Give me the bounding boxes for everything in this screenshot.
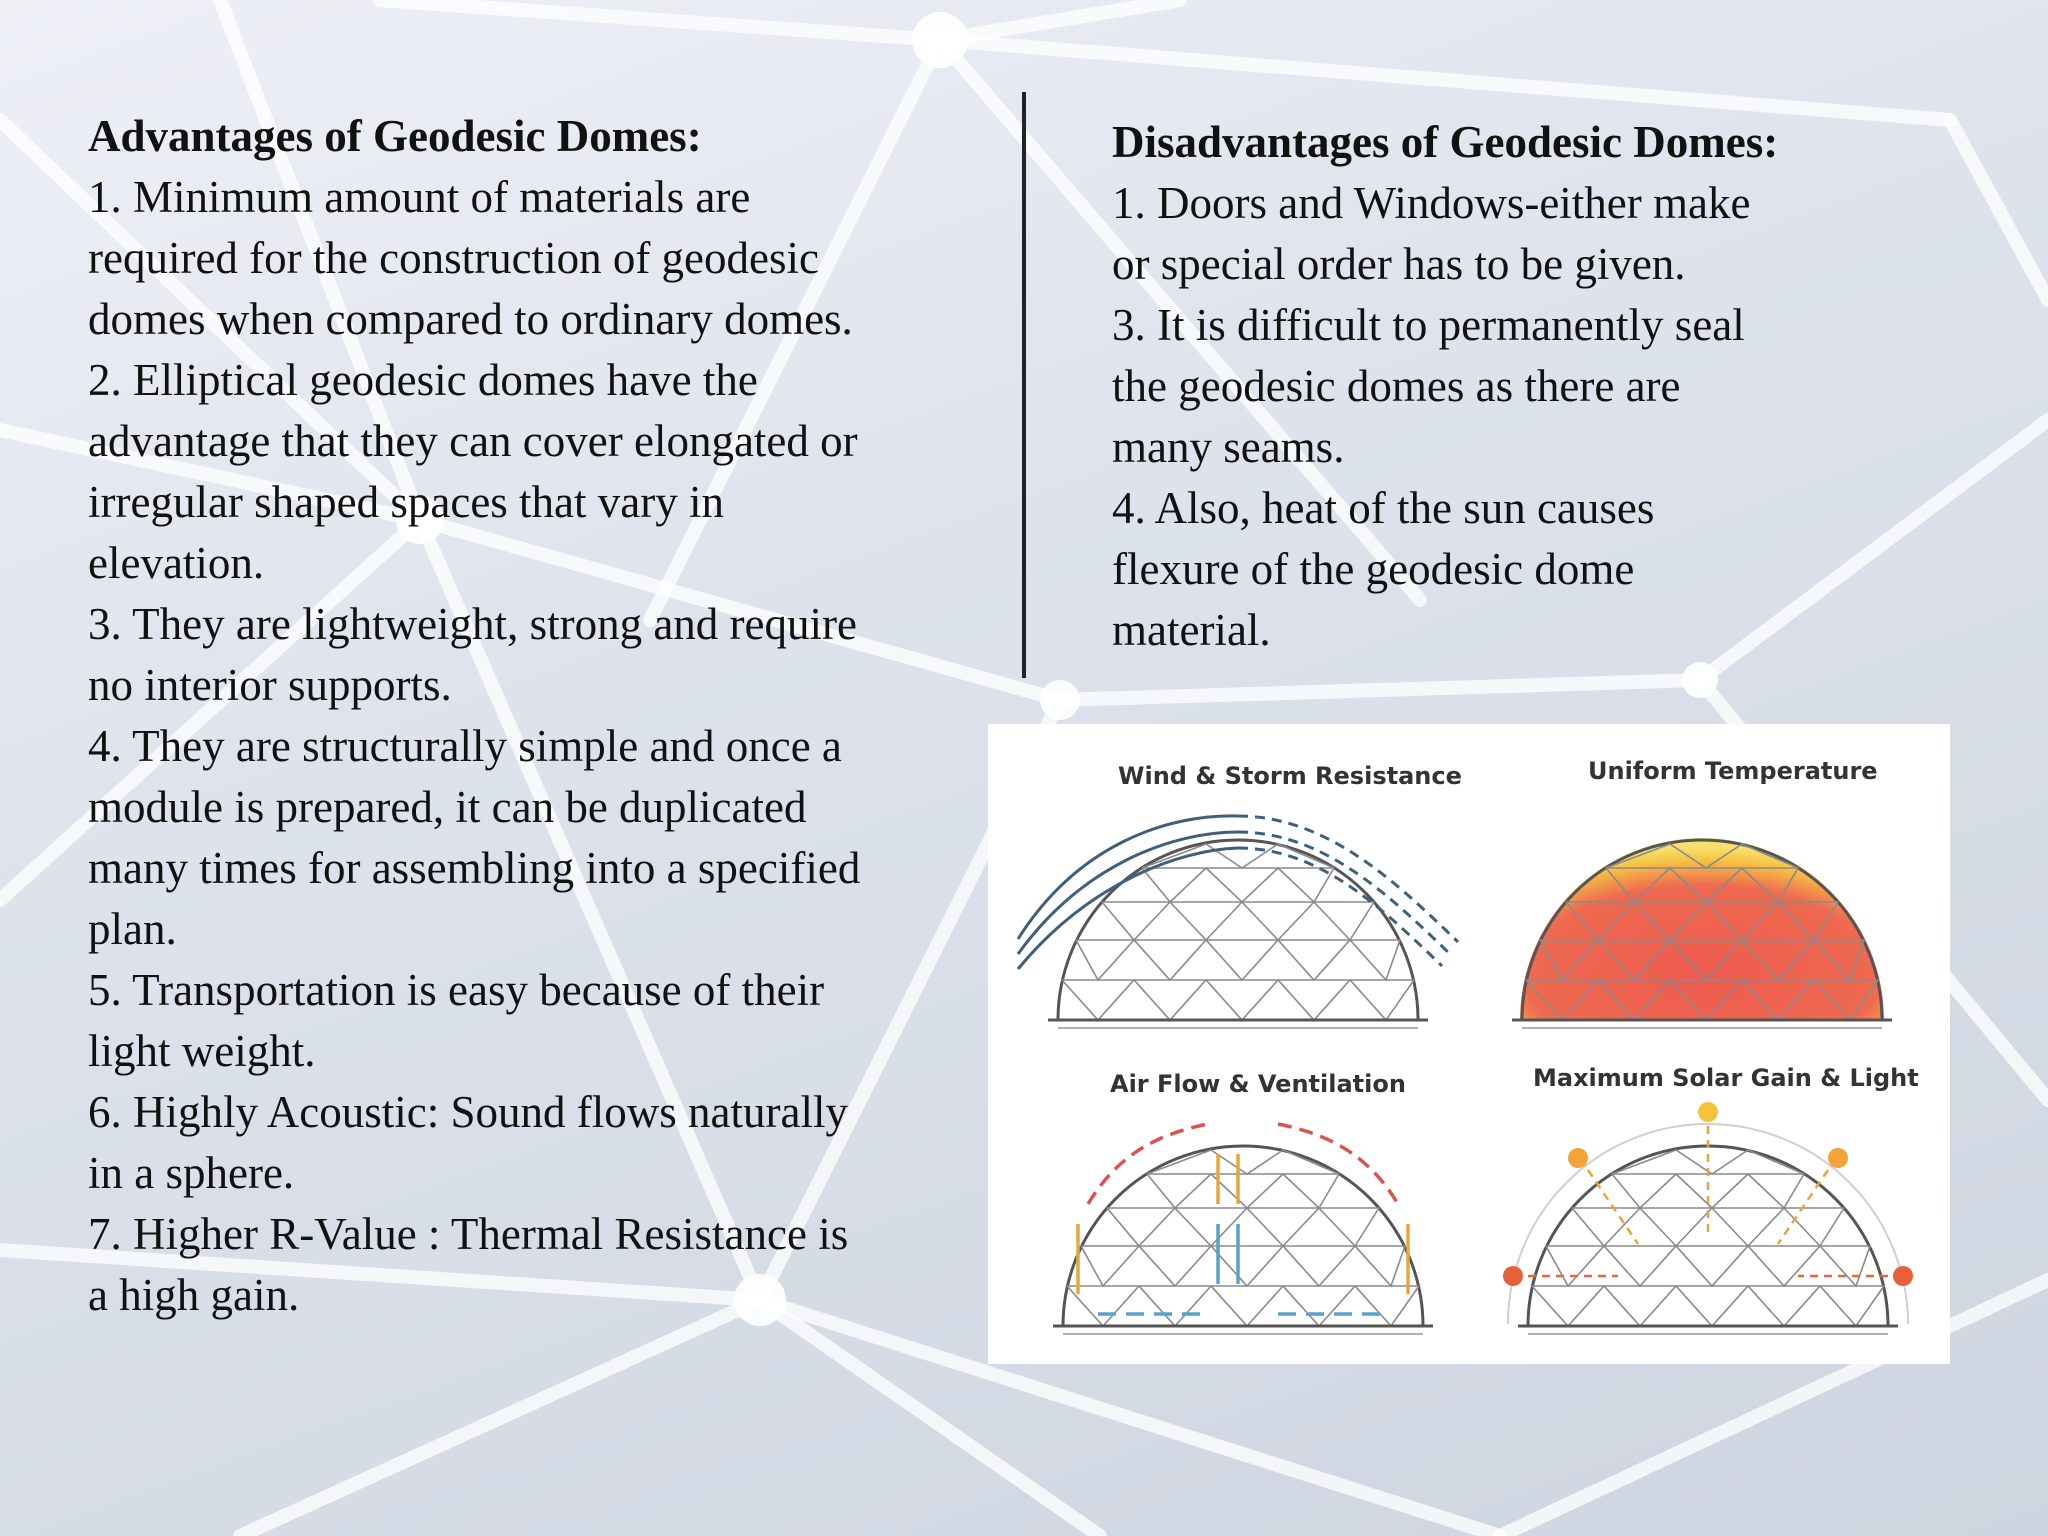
- advantages-line: module is prepared, it can be duplicated: [88, 782, 807, 832]
- advantages-line: in a sphere.: [88, 1148, 295, 1198]
- advantages-line: required for the construction of geodesic: [88, 233, 819, 283]
- sun-rays: [1528, 1126, 1888, 1276]
- disadvantages-line: many seams.: [1112, 422, 1345, 472]
- advantages-line: 2. Elliptical geodesic domes have the: [88, 355, 758, 405]
- advantages-line: 5. Transportation is easy because of their: [88, 965, 825, 1015]
- disadvantages-section: [1112, 112, 1992, 661]
- disadvantages-line: 1. Doors and Windows-either make: [1112, 178, 1751, 228]
- advantages-line: advantage that they can cover elongated or: [88, 416, 858, 466]
- panel-wind-label: Wind & Storm Resistance: [1118, 762, 1462, 790]
- advantages-line: 7. Higher R-Value : Thermal Resistance is: [88, 1209, 849, 1259]
- dome-benefits-illustration: [988, 724, 1950, 1364]
- advantages-line: elevation.: [88, 538, 265, 588]
- panel-wind: [1018, 762, 1462, 1028]
- advantages-line: irregular shaped spaces that vary in: [88, 477, 724, 527]
- advantages-line: many times for assembling into a specified: [88, 843, 861, 893]
- advantages-heading: Advantages of Geodesic Domes:: [88, 111, 702, 161]
- dome-benefits-figure: [988, 724, 1950, 1364]
- disadvantages-line: material.: [1112, 605, 1271, 655]
- advantages-line: 1. Minimum amount of materials are: [88, 172, 751, 222]
- disadvantages-heading: Disadvantages of Geodesic Domes:: [1112, 117, 1779, 167]
- panel-temperature-label: Uniform Temperature: [1588, 757, 1878, 785]
- advantages-line: a high gain.: [88, 1270, 300, 1320]
- panel-airflow-label: Air Flow & Ventilation: [1110, 1070, 1406, 1098]
- advantages-line: 4. They are structurally simple and once a: [88, 721, 842, 771]
- advantages-line: domes when compared to ordinary domes.: [88, 294, 853, 344]
- panel-solar: [1503, 1064, 1919, 1334]
- advantages-line: plan.: [88, 904, 177, 954]
- disadvantages-line: or special order has to be given.: [1112, 239, 1686, 289]
- panel-solar-label: Maximum Solar Gain & Light: [1533, 1064, 1919, 1092]
- disadvantages-line: the geodesic domes as there are: [1112, 361, 1681, 411]
- panel-airflow: [1053, 1070, 1433, 1334]
- disadvantages-line: 3. It is difficult to permanently seal: [1112, 300, 1745, 350]
- advantages-line: no interior supports.: [88, 660, 452, 710]
- advantages-section: [88, 106, 988, 1326]
- disadvantages-line: flexure of the geodesic dome: [1112, 544, 1635, 594]
- advantages-line: 3. They are lightweight, strong and require: [88, 599, 857, 649]
- dome-wind: [1048, 840, 1428, 1028]
- panel-temperature: [1512, 757, 1892, 1028]
- advantages-line: 6. Highly Acoustic: Sound flows naturally: [88, 1087, 848, 1137]
- disadvantages-line: 4. Also, heat of the sun causes: [1112, 483, 1655, 533]
- advantages-line: light weight.: [88, 1026, 316, 1076]
- column-divider: [1022, 92, 1026, 678]
